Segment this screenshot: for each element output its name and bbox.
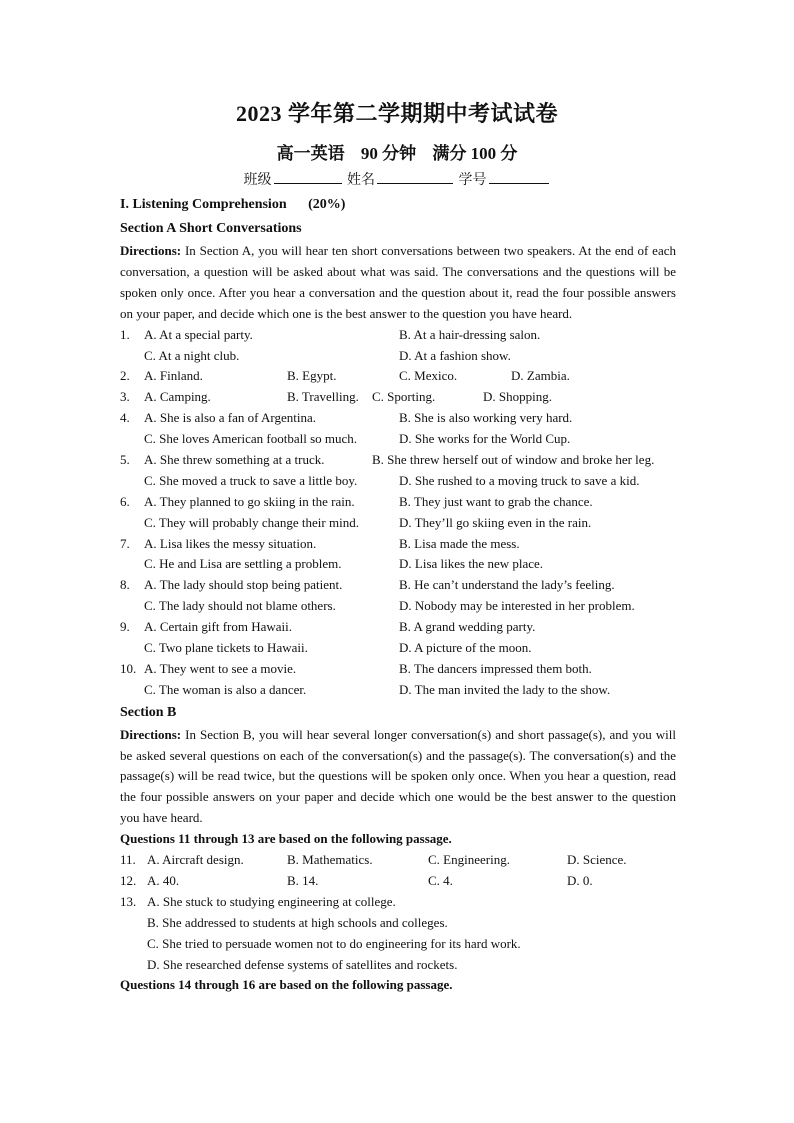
option-a: A. Finland. — [144, 368, 203, 384]
question-row — [120, 408, 676, 429]
option-b: B. Travelling. — [287, 389, 359, 405]
option-c: C. At a night club. — [144, 347, 240, 363]
question-number: 6. — [120, 493, 130, 509]
question-row — [120, 471, 676, 492]
directions-label: Directions: — [120, 726, 182, 742]
question-row — [120, 659, 676, 680]
directions-text: In Section A, you will hear ten short conversations between two speakers. At the end of each conversation, a question will be asked about what was said. The conversations and the questions will be spoken only once. After you hear a conversation and the question about it, read the four possible answers on your paper, and decide which one is the best answer to the question you have heard. — [120, 243, 676, 321]
option-d: D. At a fashion show. — [399, 347, 511, 363]
exam-content — [120, 193, 676, 996]
option-c: C. 4. — [428, 872, 453, 888]
option-d: D. 0. — [567, 872, 593, 888]
question-row — [120, 554, 676, 575]
option-c: C. She tried to persuade women not to do engineering for its hard work. — [147, 935, 521, 951]
question-row — [120, 534, 676, 555]
option-b: B. Egypt. — [287, 368, 337, 384]
question-number: 4. — [120, 410, 130, 426]
option-d: D. They’ll go skiing even in the rain. — [399, 514, 592, 530]
section-a-directions — [120, 241, 676, 325]
section-b-heading: Section B — [120, 704, 177, 720]
question-row — [120, 387, 676, 408]
question-number: 12. — [120, 872, 137, 888]
option-c: C. He and Lisa are settling a problem. — [144, 556, 342, 572]
question-row — [120, 680, 676, 701]
option-a: A. She stuck to studying engineering at college. — [147, 893, 396, 909]
question-row — [120, 892, 676, 913]
option-a: A. The lady should stop being patient. — [144, 577, 343, 593]
question-row — [120, 450, 676, 471]
time-label: 90 分钟 — [360, 144, 417, 163]
option-a: A. They planned to go skiing in the rain. — [144, 493, 355, 509]
question-row — [120, 346, 676, 367]
question-row — [120, 850, 676, 871]
id-label: 学号 — [458, 173, 487, 188]
directions-label: Directions: — [120, 243, 182, 258]
option-d: D. Zambia. — [511, 368, 570, 384]
question-number: 8. — [120, 577, 130, 593]
option-c: C. The woman is also a dancer. — [144, 681, 307, 697]
option-b: B. Mathematics. — [287, 852, 373, 868]
option-a: A. Aircraft design. — [147, 852, 244, 868]
option-b: B. Lisa made the mess. — [399, 535, 520, 551]
question-row — [120, 325, 676, 346]
question-number: 9. — [120, 619, 130, 635]
question-row — [120, 366, 676, 387]
question-row — [120, 513, 676, 534]
question-row — [120, 934, 676, 955]
question-group-heading: Questions 11 through 13 are based on the following passage. — [120, 831, 452, 847]
option-c: C. She moved a truck to save a little boy. — [144, 472, 358, 488]
option-a: A. Certain gift from Hawaii. — [144, 619, 293, 635]
question-row — [120, 871, 676, 892]
question-row — [120, 617, 676, 638]
option-b: B. She addressed to students at high schools and colleges. — [147, 914, 448, 930]
question-row — [120, 955, 676, 976]
question-row — [120, 638, 676, 659]
option-b: B. They just want to grab the chance. — [399, 493, 593, 509]
student-info — [0, 169, 794, 189]
subject-label: 高一英语 — [276, 144, 345, 163]
option-a: A. Camping. — [144, 389, 211, 405]
option-d: D. Shopping. — [483, 389, 552, 405]
option-c: C. Engineering. — [428, 852, 510, 868]
option-d: D. She rushed to a moving truck to save a kid. — [399, 472, 640, 488]
option-d: D. She works for the World Cup. — [399, 431, 571, 447]
question-number: 2. — [120, 368, 130, 384]
question-row — [120, 429, 676, 450]
question-number: 13. — [120, 893, 137, 909]
option-c: C. Sporting. — [372, 389, 436, 405]
question-row — [120, 596, 676, 617]
option-a: A. At a special party. — [144, 326, 253, 342]
option-a: A. Lisa likes the messy situation. — [144, 535, 317, 551]
question-number: 10. — [120, 660, 137, 676]
question-number: 7. — [120, 535, 130, 551]
question-number: 5. — [120, 451, 130, 467]
option-b: B. She is also working very hard. — [399, 410, 573, 426]
question-group-heading: Questions 14 through 16 are based on the following passage. — [120, 977, 453, 993]
option-a: A. She is also a fan of Argentina. — [144, 410, 316, 426]
part-percent: (20%) — [308, 197, 346, 212]
question-number: 11. — [120, 852, 136, 868]
option-d: D. Science. — [567, 852, 627, 868]
section-a-heading: Section A Short Conversations — [120, 221, 302, 236]
option-a: A. They went to see a movie. — [144, 660, 297, 676]
option-d: D. She researched defense systems of satellites and rockets. — [147, 956, 458, 972]
section-b-directions — [120, 725, 676, 830]
score-label: 满分 100 分 — [432, 144, 518, 163]
option-b: B. He can’t understand the lady’s feeling. — [399, 577, 615, 593]
question-number: 1. — [120, 326, 130, 342]
part-title: I. Listening Comprehension — [120, 197, 287, 212]
question-row — [120, 913, 676, 934]
part-heading — [120, 193, 676, 217]
option-c: C. Mexico. — [399, 368, 458, 384]
directions-text: In Section B, you will hear several longer conversation(s) and short passage(s), and you will be asked several questions on each of the conversation(s) and the passage(s). The conversation(s) and the passage(s) will be read twice, but the questions will be spoken only once. When you hear a question, read the four possible answers on your paper and decide which one would be the best answer to the question you have heard. — [120, 726, 676, 826]
question-number: 3. — [120, 389, 130, 405]
name-label: 姓名 — [347, 173, 375, 188]
option-a: A. 40. — [147, 872, 180, 888]
section-a-questions — [120, 325, 676, 701]
option-b: B. 14. — [287, 872, 319, 888]
option-b: B. At a hair-dressing salon. — [399, 326, 541, 342]
option-c: C. The lady should not blame others. — [144, 598, 336, 614]
exam-title: 2023 学年第二学期期中考试试卷 — [235, 101, 558, 126]
option-c: C. She loves American football so much. — [144, 431, 358, 447]
question-row — [120, 492, 676, 513]
option-c: C. They will probably change their mind. — [144, 514, 359, 530]
option-d: D. Nobody may be interested in her problem. — [399, 598, 635, 614]
exam-subtitle — [0, 139, 794, 164]
option-a: A. She threw something at a truck. — [144, 451, 325, 467]
id-blank — [489, 169, 549, 184]
option-d: D. The man invited the lady to the show. — [399, 681, 611, 697]
option-b: B. The dancers impressed them both. — [399, 660, 592, 676]
option-b: B. She threw herself out of window and broke her leg. — [372, 451, 655, 467]
option-b: B. A grand wedding party. — [399, 619, 536, 635]
option-d: D. A picture of the moon. — [399, 639, 532, 655]
class-blank — [274, 169, 342, 184]
question-row — [120, 575, 676, 596]
class-label: 班级 — [243, 173, 272, 188]
option-d: D. Lisa likes the new place. — [399, 556, 544, 572]
name-blank — [377, 169, 453, 184]
option-c: C. Two plane tickets to Hawaii. — [144, 639, 308, 655]
